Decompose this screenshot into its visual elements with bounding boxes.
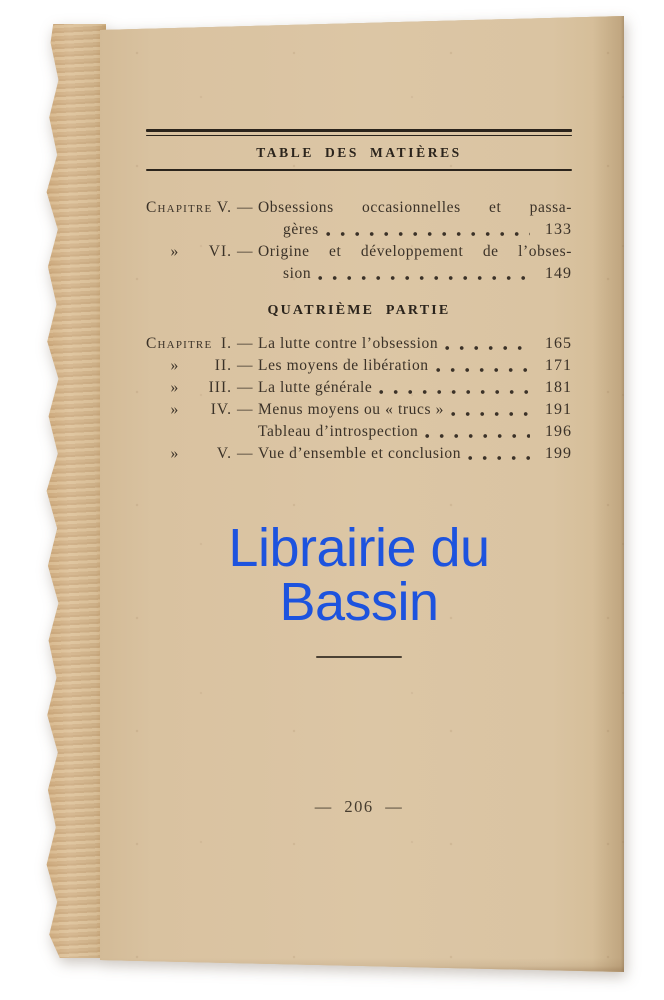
chapter-label: Chapitre — [146, 199, 213, 216]
page-title: TABLE DES MATIÈRES — [256, 145, 462, 160]
entry-dash — [232, 421, 258, 443]
page-content — [146, 129, 572, 816]
folio-page-number: — 206 — — [314, 797, 404, 816]
chapter-numeral — [204, 421, 232, 443]
toc-entry-row — [146, 443, 572, 465]
entry-dash: — — [236, 379, 254, 396]
entry-text: sion — [283, 265, 312, 282]
page-ref: 149 — [545, 265, 572, 282]
watermark-underline — [316, 656, 402, 658]
toc-entry-continuation-row — [146, 263, 572, 285]
toc-entry-row — [146, 241, 572, 263]
dot-leader — [468, 455, 530, 461]
entry-text: gères — [283, 221, 319, 238]
ditto-mark: » — [170, 243, 180, 260]
entry-dash: — — [236, 445, 254, 462]
entry-text: Tableau d’introspection — [258, 423, 419, 440]
entry-text: Vue d’ensemble et conclusion — [258, 445, 462, 462]
entry-text: Les moyens de libération — [258, 357, 429, 374]
dot-leader — [318, 275, 530, 281]
toc-entry-row — [146, 377, 572, 399]
chapter-label: Chapitre — [146, 335, 213, 352]
chapter-numeral — [204, 263, 232, 285]
toc-entry-row — [146, 421, 572, 443]
chapter-numeral: II. — [214, 357, 232, 374]
toc-entry-row — [146, 399, 572, 421]
toc-entry-row — [146, 333, 572, 355]
part-heading: QUATRIÈME PARTIE — [267, 303, 451, 318]
chapter-numeral: IV. — [210, 401, 232, 418]
entry-dash — [232, 263, 258, 285]
toc-entry-row — [146, 197, 572, 219]
chapter-numeral: VI. — [208, 243, 232, 260]
bookseller-watermark — [146, 518, 572, 658]
ditto-mark: » — [170, 401, 180, 418]
chapter-numeral — [204, 219, 232, 241]
ditto-mark: » — [170, 379, 180, 396]
ditto-mark: » — [170, 357, 180, 374]
entry-text: Menus moyens ou « trucs » — [258, 401, 444, 418]
page-stack-deckle-edge — [40, 24, 106, 958]
chapter-numeral: III. — [208, 379, 232, 396]
chapter-label — [146, 421, 204, 443]
entry-dash: — — [236, 335, 254, 352]
chapter-label — [146, 263, 204, 285]
chapter-numeral: V. — [216, 199, 232, 216]
page-ref: 199 — [545, 445, 572, 462]
entry-text: Origine et développement de l’obses- — [258, 243, 572, 260]
entry-text: La lutte générale — [258, 379, 373, 396]
dot-leader — [445, 345, 530, 351]
toc-entry-continuation-row — [146, 219, 572, 241]
page-ref: 181 — [545, 379, 572, 396]
entry-dash: — — [236, 199, 254, 216]
page-ref: 133 — [545, 221, 572, 238]
page-ref: 191 — [545, 401, 572, 418]
entry-dash: — — [236, 243, 254, 260]
entry-dash — [232, 219, 258, 241]
header-rule-thick — [146, 129, 572, 132]
dot-leader — [379, 389, 530, 395]
chapter-numeral: I. — [220, 335, 232, 352]
page-ref: 196 — [545, 423, 572, 440]
header-rule-thin — [146, 135, 572, 136]
header-rule-bottom — [146, 169, 572, 171]
page-ref: 165 — [545, 335, 572, 352]
watermark-text: Librairie du Bassin — [228, 518, 490, 632]
chapter-label — [146, 219, 204, 241]
page-ref: 171 — [545, 357, 572, 374]
entry-text: Obsessions occasionnelles et passa- — [258, 199, 572, 216]
table-of-contents — [146, 197, 572, 465]
toc-header — [146, 129, 572, 171]
entry-text: La lutte contre l’obsession — [258, 335, 439, 352]
ditto-mark: » — [170, 445, 180, 462]
entry-dash: — — [236, 357, 254, 374]
dot-leader — [425, 433, 530, 439]
facing-page-fold — [620, 4, 664, 992]
chapter-numeral: V. — [216, 445, 232, 462]
entry-dash: — — [236, 401, 254, 418]
dot-leader — [436, 367, 530, 373]
toc-entry-row — [146, 355, 572, 377]
dot-leader — [326, 231, 530, 237]
dot-leader — [451, 411, 530, 417]
